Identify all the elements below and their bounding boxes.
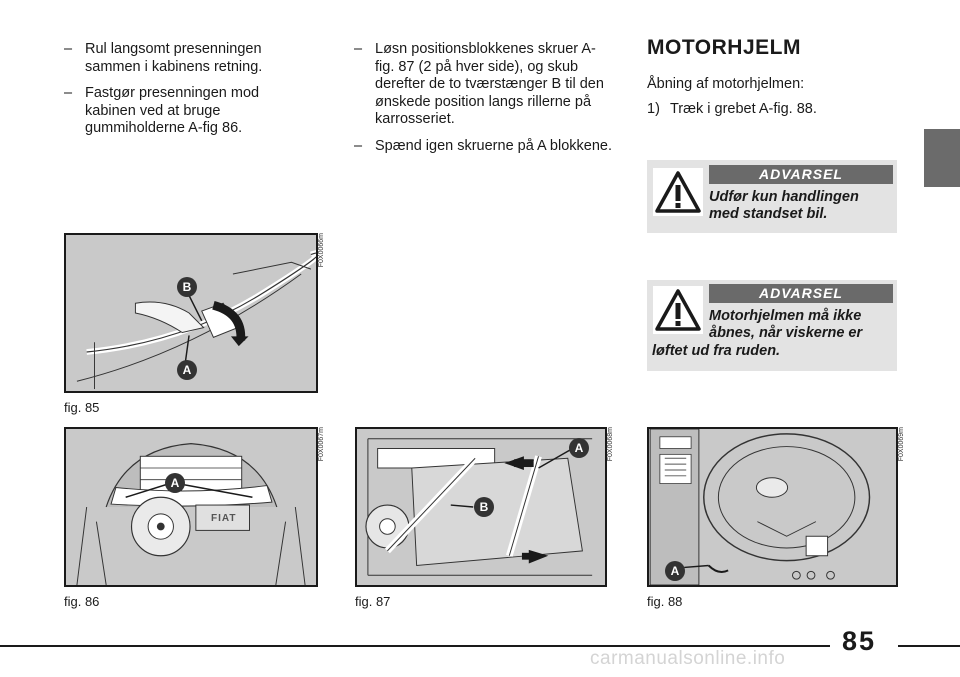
figure-code: F0X0068m [607,427,614,462]
figure-caption: fig. 88 [647,594,683,609]
figure-87 [355,427,607,587]
footer-rule-left [0,645,830,647]
figure-code: F0X0067m [318,427,325,462]
section-title: MOTORHJELM [647,36,801,59]
callout-label-a: A [165,473,185,493]
bullet-item [354,41,614,129]
figure-86-illustration [66,429,316,585]
brand-logo: FIAT [211,513,237,524]
figure-code: F0X0066m [318,233,325,268]
bullet-item [64,41,279,76]
bullet-text: Løsn positionsblokkenes skruer A-fig. 87 (2 på hver side), og skub derefter de to tværstænger B til den ønskede position langs rillerne på karrosseriet. [375,41,604,127]
chapter-side-tab [924,129,960,187]
figure-caption: fig. 87 [355,594,391,609]
bullet-item [354,138,614,156]
figure-88-illustration [649,429,896,585]
warning-line: Motorhjelmen må ikke [709,308,862,324]
figure-86 [64,427,318,587]
warning-triangle-icon [653,168,703,216]
bullet-text: Fastgør presenningen mod kabinen ved at bruge gummiholderne A-fig 86. [85,85,260,136]
column-2-text [354,41,614,164]
callout-label-a: A [665,561,685,581]
warning-line: med standset bil. [709,206,828,222]
step-text: Træk i grebet A-fig. 88. [669,101,817,117]
step-number: 1) [647,101,660,117]
bullet-dash: – [64,85,73,101]
callout-label-b: B [474,497,494,517]
callout-label-b: B [177,277,197,297]
column-1-text [64,41,279,147]
warning-heading: ADVARSEL [709,165,893,184]
page-number: 85 [842,626,877,656]
warning-line: løftet ud fra ruden. [652,343,781,359]
footer-rule-right [898,645,960,647]
section-step [647,101,817,119]
callout-label-a: A [569,438,589,458]
figure-code: F0X0069m [898,427,905,462]
bullet-text: Rul langsomt presenningen sammen i kabinens retning. [85,41,263,75]
warning-line: åbnes, når viskerne er [709,325,863,341]
bullet-dash: – [354,137,363,154]
figure-85 [64,233,318,393]
warning-line: Udfør kun handlingen [709,189,859,205]
warning-box-2 [647,280,897,371]
warning-triangle-icon [653,286,703,334]
section-intro: Åbning af motorhjelmen: [647,76,805,92]
bullet-item [64,85,279,138]
bullet-text: Spænd igen skruerne på A blokkene. [375,137,612,154]
callout-label-a: A [177,360,197,380]
warning-heading: ADVARSEL [709,284,893,303]
figure-88 [647,427,898,587]
warning-box-1 [647,160,897,233]
bullet-dash: – [354,41,363,57]
figure-caption: fig. 85 [64,400,100,415]
bullet-dash: – [64,41,73,57]
watermark: carmanualsonline.info [590,648,786,669]
figure-caption: fig. 86 [64,594,100,609]
